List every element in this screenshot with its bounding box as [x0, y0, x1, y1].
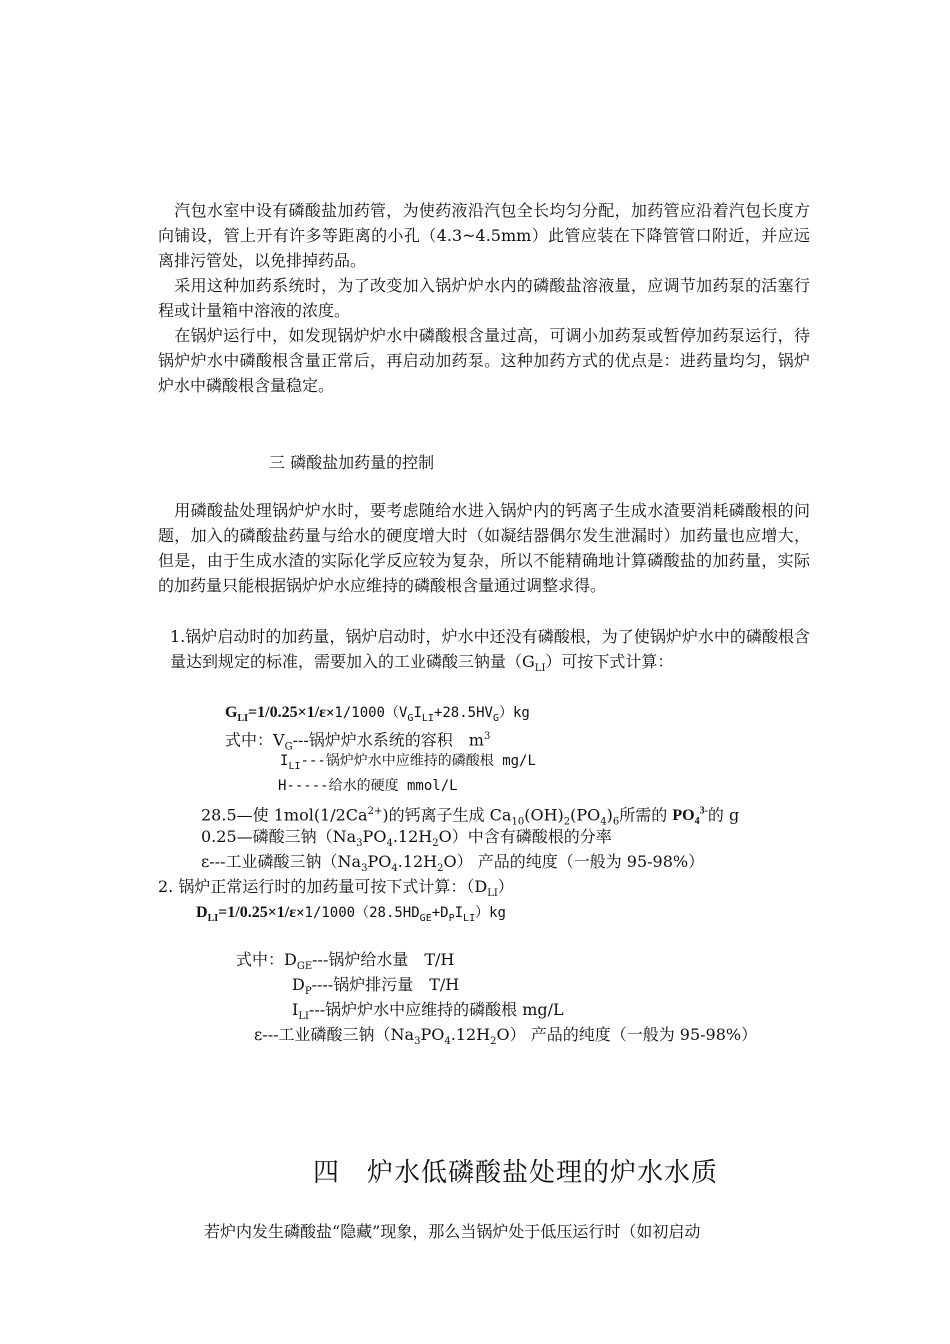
heading-dosing-control: 三 磷酸盐加药量的控制: [269, 453, 435, 472]
paragraph-hideout: 若炉内发生磷酸盐“隐藏”现象，那么当锅炉处于低压运行时（如初启动: [204, 1222, 701, 1241]
where-volume: 式中：$V_G---$锅炉炉水系统的容积 $m^3$: [225, 730, 491, 753]
paragraph-phosphate-treatment: 用磷酸盐处理锅炉炉水时，要考虑随给水进入锅炉内的钙离子生成水渣要消耗磷酸根的问题，加入的磷酸盐药量与给水的硬度增大时（如凝结器偶尔发生泄漏时）加药量也应增大，但是，由于生成水渣的实际化学反应较为复杂，所以不能精确地计算磷酸盐的加药量，实际的加药量只能根据锅炉炉水应维持的磷酸根含量通过调整求得。: [158, 501, 810, 595]
where-purity-2: ε---工业磷酸三钠$(Na_3PO_4.12H_2O)$ 产品的纯度（一般为 95-98%）: [254, 1025, 758, 1048]
paragraph-operation: 在锅炉运行中，如发现锅炉炉水中磷酸根含量过高，可调小加药泵或暂停加药泵运行，待锅炉炉水中磷酸根含量正常后，再启动加药泵。这种加药方式的优点是：进药量均匀，锅炉炉水中磷酸根含量稳定。: [158, 326, 810, 395]
where-hardness: H-----给水的硬度 mmol/L: [278, 778, 458, 794]
heading-low-phosphate: 四 炉水低磷酸盐处理的炉水水质: [313, 1158, 719, 1188]
where-constant-0-25: 0.25—磷酸三钠$(Na_3PO_4.12H_2O)$中含有磷酸根的分率: [201, 827, 612, 850]
where-feedwater: 式中：$D_{GE}---$锅炉给水量 T/H: [236, 950, 455, 973]
formula-normal: $D_{LI}=1/0.25\times 1/\varepsilon\times 1/1000(28.5HD_{GE}+D_PI_{LI})kg$: [196, 904, 506, 925]
paragraph-normal-dosing: 2. 锅炉正常运行时的加药量可按下式计算：$(D_{LI})$: [158, 877, 514, 900]
paragraph-dosing-system: 采用这种加药系统时，为了改变加入锅炉炉水内的磷酸盐溶液量，应调节加药泵的活塞行程或计量箱中溶液的浓度。: [158, 276, 810, 320]
where-phosphate-level-2: $I_{LI}---$锅炉炉水中应维持的磷酸根 mg/L: [292, 1000, 564, 1023]
where-purity: ε---工业磷酸三钠$(Na_3PO_4.12H_2O)$ 产品的纯度（一般为 95-98%）: [201, 852, 705, 875]
paragraph-dosing-pipe: 汽包水室中设有磷酸盐加药管，为使药液沿汽包全长均匀分配，加药管应沿着汽包长度方向铺设，管上开有许多等距离的小孔（4.3~4.5mm）此管应装在下降管管口附近，并应远离排污管处，以免排掉药品。: [158, 201, 810, 270]
where-phosphate-level: $I_{LI}---$锅炉炉水中应维持的磷酸根 mg/L: [280, 753, 536, 772]
paragraph-startup-dosing: 1.锅炉启动时的加药量，锅炉启动时，炉水中还没有磷酸根，为了使锅炉炉水中的磷酸根含量达到规定的标准，需要加入的工业磷酸三钠量$(G_{LI})$可按下式计算：: [170, 627, 810, 675]
where-constant-28-5: 28.5—使 $1mol(1/2Ca^{2+})$的钙离子生成 $Ca_{10}(OH)_2(PO_4)_6$所需的 $PO_4^{3-}$的 g: [201, 805, 740, 828]
where-blowdown: $D_P----$锅炉排污量 T/H: [292, 975, 460, 998]
formula-startup: $G_{LI}=1/0.25\times 1/\varepsilon\times 1/1000(V_GI_{LI}+28.5HV_G)kg$: [225, 704, 530, 725]
